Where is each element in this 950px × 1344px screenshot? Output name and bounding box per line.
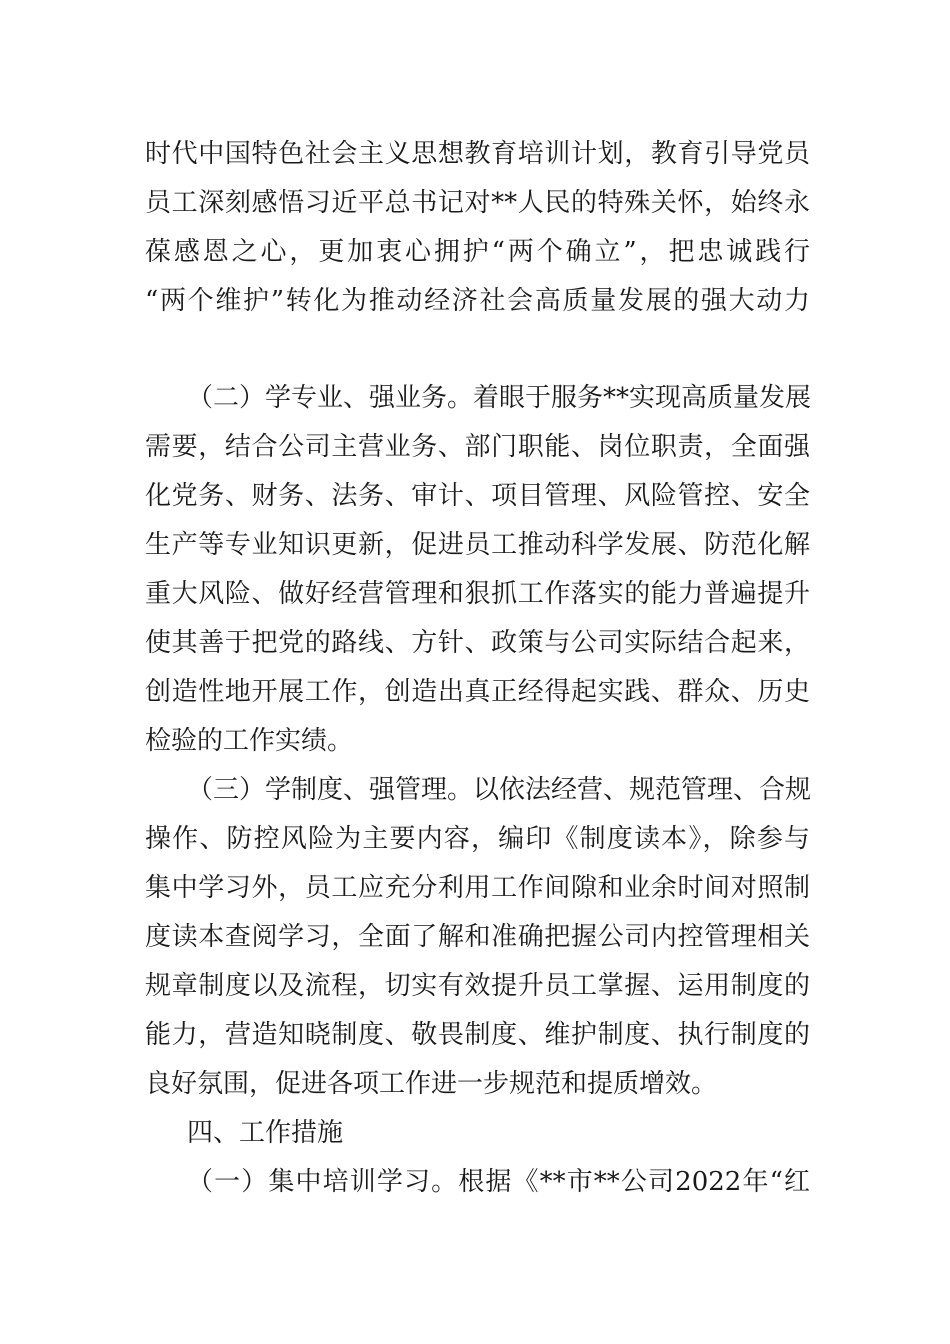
paragraph-line: 使其善于把党的路线、方针、政策与公司实际结合起来， (145, 628, 810, 658)
section-heading: 四、工作措施 (187, 1118, 344, 1148)
paragraph-line: （二）学专业、强业务。着眼于服务**实现高质量发展 (187, 383, 812, 413)
paragraph-line: 葆感恩之心，更加衷心拥护“两个确立”，把忠诚践行 (145, 237, 810, 267)
paragraph-line: 操作、防控风险为主要内容，编印《制度读本》，除参与 (145, 824, 810, 854)
paragraph-line: 时代中国特色社会主义思想教育培训计划，教育引导党员 (145, 139, 810, 169)
paragraph-line: 生产等专业知识更新，促进员工推动科学发展、防范化解 (145, 530, 810, 560)
paragraph-line: 需要，结合公司主营业务、部门职能、岗位职责，全面强 (145, 432, 810, 462)
paragraph-line: 集中学习外，员工应充分利用工作间隙和业余时间对照制 (145, 873, 810, 903)
paragraph-line: 创造性地开展工作，创造出真正经得起实践、群众、历史 (145, 677, 810, 707)
paragraph-line: 能力，营造知晓制度、敬畏制度、维护制度、执行制度的 (145, 1020, 810, 1050)
paragraph-line: 化党务、财务、法务、审计、项目管理、风险管控、安全 (145, 481, 810, 511)
paragraph-line: 重大风险、做好经营管理和狠抓工作落实的能力普遍提升 (145, 579, 810, 609)
paragraph-line: 检验的工作实绩。 (145, 726, 354, 756)
paragraph-line: 员工深刻感悟习近平总书记对**人民的特殊关怀，始终永 (145, 188, 810, 218)
paragraph-line: （三）学制度、强管理。以依法经营、规范管理、合规 (187, 775, 812, 805)
paragraph-line: 良好氛围，促进各项工作进一步规范和提质增效。 (145, 1069, 718, 1099)
paragraph-line: “两个维护”转化为推动经济社会高质量发展的强大动力 (145, 286, 810, 316)
paragraph-line: （一）集中培训学习。根据《**市**公司2022年“红 (187, 1167, 810, 1197)
paragraph-line: 规章制度以及流程，切实有效提升员工掌握、运用制度的 (145, 971, 810, 1001)
paragraph-line: 度读本查阅学习，全面了解和准确把握公司内控管理相关 (145, 922, 810, 952)
